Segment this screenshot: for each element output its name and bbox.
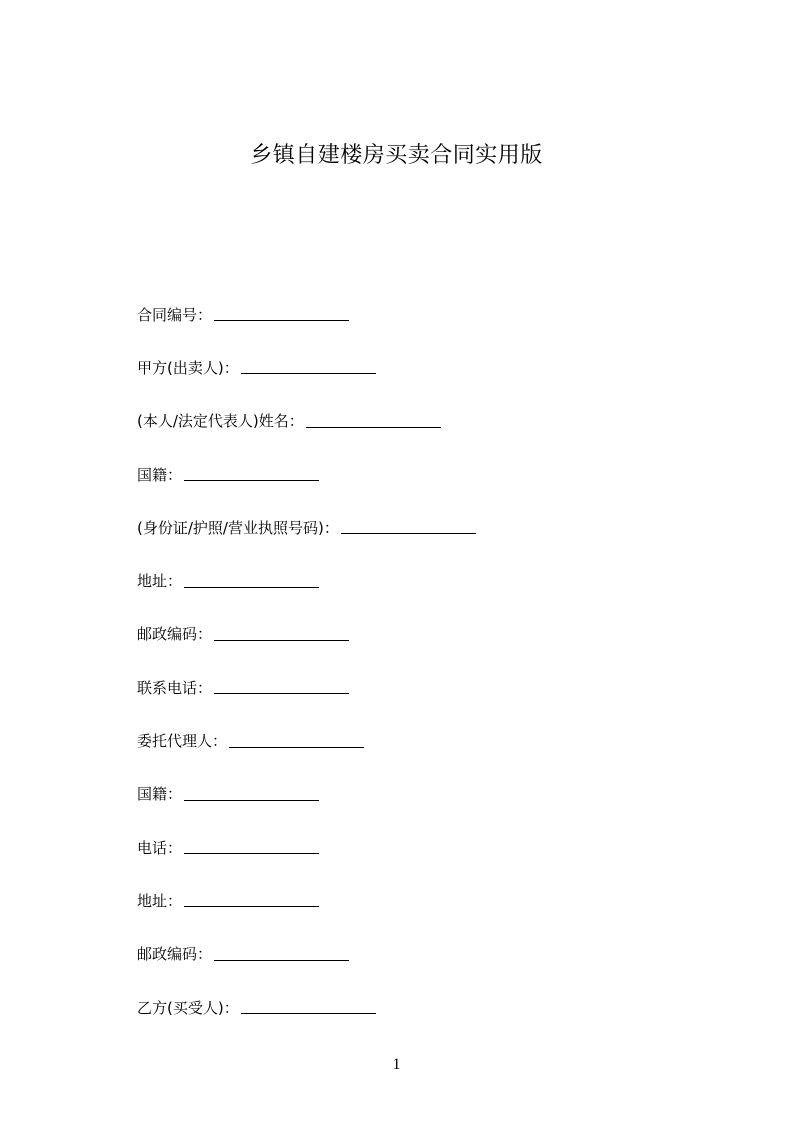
field-contract-number <box>137 288 697 341</box>
field-agent-phone <box>137 821 697 874</box>
fill-in-blank <box>229 729 364 748</box>
fill-in-blank <box>241 995 376 1014</box>
field-postal-code <box>137 608 697 661</box>
field-label: (本人/法定代表人)姓名： <box>137 412 304 431</box>
fill-in-blank <box>184 835 319 854</box>
field-label: 邮政编码： <box>137 625 213 644</box>
field-phone <box>137 661 697 714</box>
field-label: 甲方(出卖人)： <box>137 358 239 377</box>
fill-in-blank <box>214 302 349 321</box>
field-address <box>137 554 697 607</box>
field-label: (身份证/护照/营业执照号码)： <box>137 518 339 537</box>
field-label: 国籍： <box>137 465 183 484</box>
fill-in-blank <box>214 622 349 641</box>
field-agent <box>137 714 697 767</box>
field-label: 地址： <box>137 572 183 591</box>
field-party-b <box>137 981 697 1034</box>
form-fields <box>137 288 697 1034</box>
fill-in-blank <box>184 569 319 588</box>
fill-in-blank <box>184 462 319 481</box>
field-representative-name <box>137 395 697 448</box>
field-label: 国籍： <box>137 785 183 804</box>
field-label: 乙方(买受人)： <box>137 998 239 1017</box>
field-party-a <box>137 341 697 394</box>
field-label: 联系电话： <box>137 678 213 697</box>
field-label: 电话： <box>137 838 183 857</box>
field-nationality <box>137 448 697 501</box>
field-agent-nationality <box>137 768 697 821</box>
document-title: 乡镇自建楼房买卖合同实用版 <box>250 143 543 168</box>
field-label: 委托代理人： <box>137 732 228 751</box>
fill-in-blank <box>306 409 441 428</box>
field-agent-address <box>137 874 697 927</box>
page-number: 1 <box>392 1056 401 1073</box>
fill-in-blank <box>341 515 476 534</box>
fill-in-blank <box>214 675 349 694</box>
fill-in-blank <box>214 942 349 961</box>
field-agent-postal-code <box>137 928 697 981</box>
fill-in-blank <box>184 888 319 907</box>
field-label: 地址： <box>137 891 183 910</box>
fill-in-blank <box>241 355 376 374</box>
field-label: 邮政编码： <box>137 945 213 964</box>
field-label: 合同编号： <box>137 305 213 324</box>
fill-in-blank <box>184 782 319 801</box>
field-id-number <box>137 501 697 554</box>
